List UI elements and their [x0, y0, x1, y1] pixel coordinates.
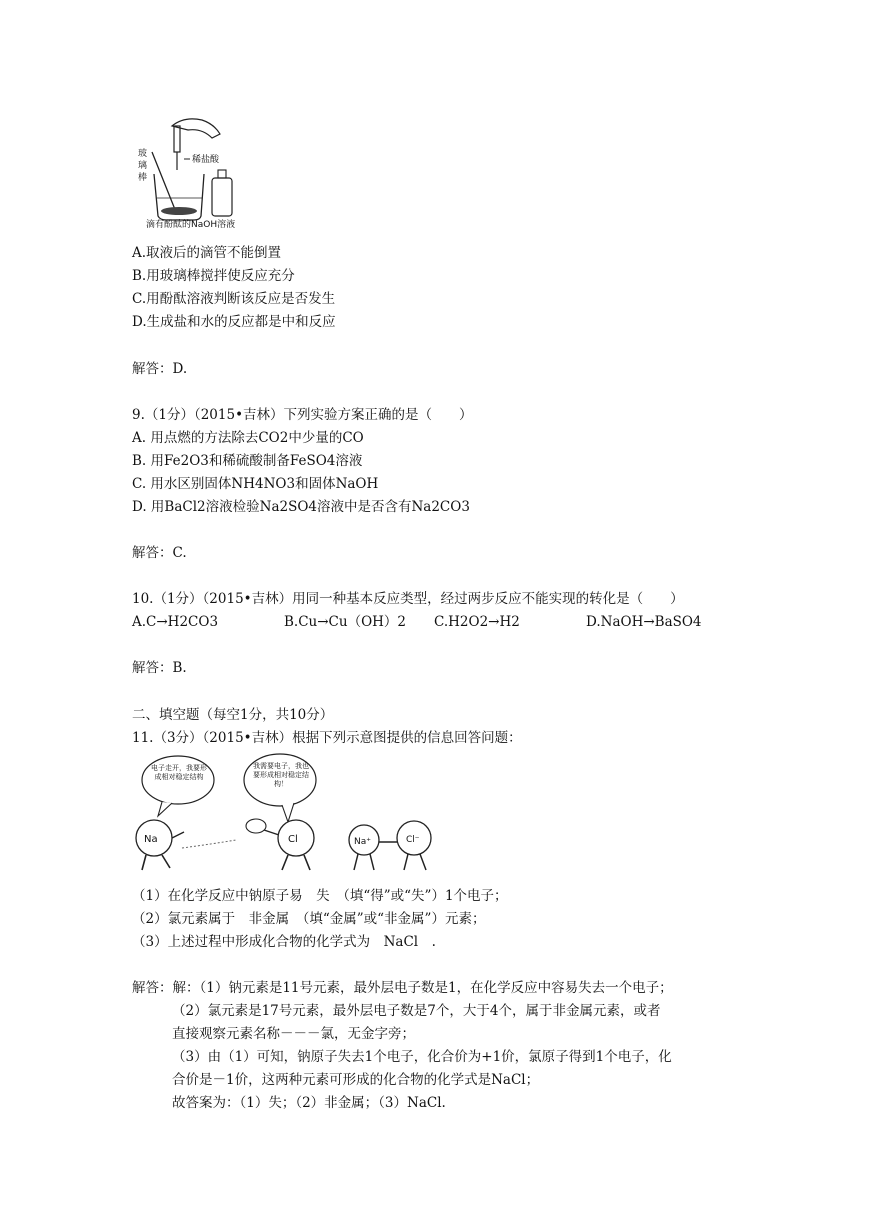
- acid-label: 稀盐酸: [192, 155, 220, 165]
- q11-answer-1: 解答：解：（1）钠元素是11号元素，最外层电子数是1，在化学反应中容易失去一个电子；: [132, 980, 673, 996]
- q8-option-b: B.用玻璃棒搅拌使反应充分: [132, 268, 295, 284]
- solution-label: 滴有酚酞的NaOH溶液: [146, 220, 236, 230]
- q8-option-d: D.生成盐和水的反应都是中和反应: [132, 314, 336, 330]
- q10-option-b: B.Cu→Cu（OH）2: [284, 614, 407, 630]
- q8-answer: 解答：D.: [132, 361, 188, 377]
- section-heading: 二、填空题（每空1分，共10分）: [132, 707, 334, 723]
- q10-option-d: D.NaOH→BaSO4: [586, 614, 702, 630]
- q10-answer: 解答：B.: [132, 660, 187, 676]
- na-ion-label: Na⁺: [354, 837, 371, 847]
- q11-sub-2: （2）氯元素属于 非金属 （填“金属”或“非金属”）元素；: [132, 911, 486, 927]
- bubble-cl-text: 我需要电子，我也要形成相对稳定结构！: [253, 762, 309, 788]
- rod-label-2: 璃: [138, 161, 148, 171]
- q11-answer-4: （3）由（1）可知，钠原子失去1个电子，化合价为+1价，氯原子得到1个电子，化: [172, 1049, 672, 1065]
- q11-answer-6: 故答案为：（1）失；（2）非金属；（3）NaCl.: [172, 1095, 446, 1111]
- q9-stem: 9.（1分）（2015•吉林）下列实验方案正确的是（ ）: [132, 407, 473, 423]
- q10-option-a: A.C→H2CO3: [132, 614, 219, 630]
- q11-answer-3: 直接观察元素名称－－－氯，无金字旁；: [172, 1026, 415, 1042]
- bubble-na-text: 电子走开，我要形成相对稳定结构: [151, 764, 207, 781]
- atoms-figure: [132, 752, 444, 878]
- experiment-figure: [132, 112, 262, 230]
- q9-answer: 解答：C.: [132, 545, 187, 561]
- q10-stem: 10.（1分）（2015•吉林）用同一种基本反应类型，经过两步反应不能实现的转化是（ ）: [132, 591, 684, 607]
- q8-option-c: C.用酚酞溶液判断该反应是否发生: [132, 291, 336, 307]
- q11-stem: 11.（3分）（2015•吉林）根据下列示意图提供的信息回答问题：: [132, 730, 522, 746]
- q9-option-b: B. 用Fe2O3和稀硫酸制备FeSO4溶液: [132, 453, 363, 469]
- q9-option-c: C. 用水区别固体NH4NO3和固体NaOH: [132, 476, 379, 492]
- q9-option-a: A. 用点燃的方法除去CO2中少量的CO: [132, 430, 364, 446]
- q8-option-a: A.取液后的滴管不能倒置: [132, 245, 282, 261]
- q11-sub-3: （3）上述过程中形成化合物的化学式为 NaCl .: [132, 934, 436, 950]
- cl-ion-label: Cl⁻: [406, 835, 420, 845]
- rod-label-3: 棒: [138, 173, 148, 183]
- q11-sub-1: （1）在化学反应中钠原子易 失 （填“得”或“失”）1个电子；: [132, 888, 508, 904]
- q9-option-d: D. 用BaCl2溶液检验Na2SO4溶液中是否含有Na2CO3: [132, 499, 470, 515]
- q10-option-c: C.H2O2→H2: [434, 614, 520, 630]
- q11-answer-2: （2）氯元素是17号元素，最外层电子数是7个，大于4个，属于非金属元素，或者: [172, 1003, 661, 1019]
- q11-answer-5: 合价是－1价，这两种元素可形成的化合物的化学式是NaCl；: [172, 1072, 540, 1088]
- rod-label-1: 玻: [138, 149, 148, 159]
- cl-atom-label: Cl: [288, 834, 298, 845]
- na-atom-label: Na: [144, 834, 158, 845]
